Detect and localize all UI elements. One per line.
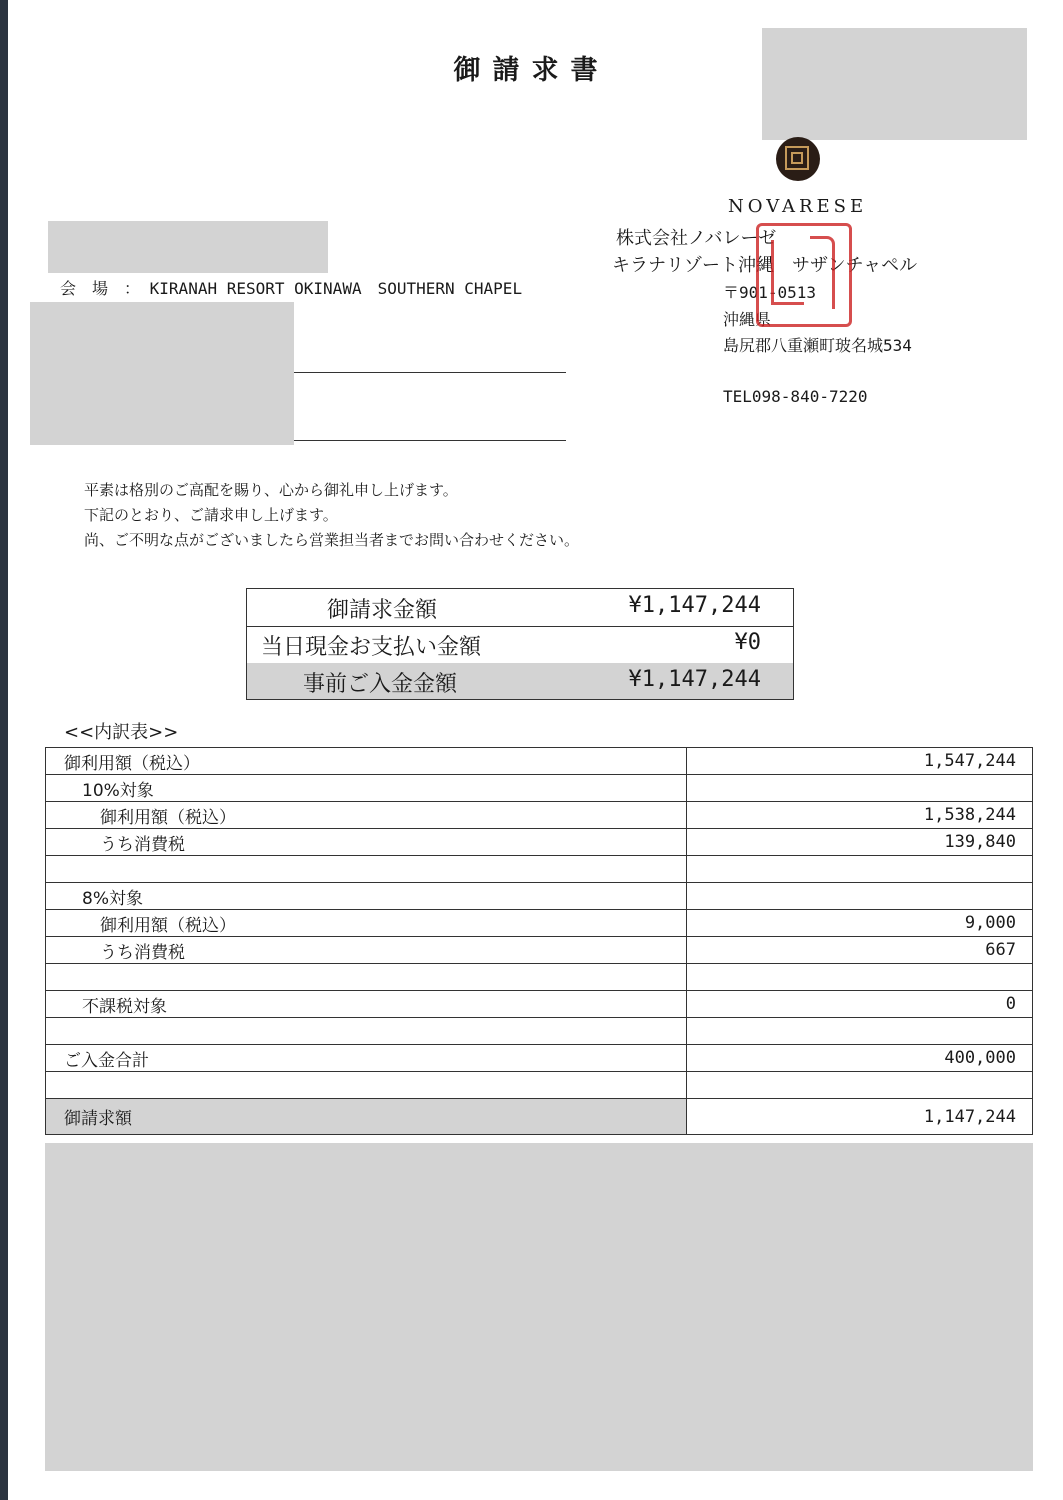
company-name: 株式会社ノバレーゼ — [616, 228, 777, 249]
underline-1 — [294, 372, 566, 373]
summary-box — [246, 588, 794, 700]
row-value: 1,147,244 — [687, 1099, 1033, 1135]
table-row — [46, 802, 1033, 829]
underline-2 — [294, 440, 566, 441]
row-label — [46, 1018, 687, 1045]
row-label: 10%対象 — [46, 775, 687, 802]
table-row — [46, 1072, 1033, 1099]
row-value — [687, 775, 1033, 802]
table-row — [46, 910, 1033, 937]
row-value — [687, 883, 1033, 910]
table-row — [46, 748, 1033, 775]
breakdown-title: <<内訳表>> — [64, 722, 179, 743]
row-value: 0 — [687, 991, 1033, 1018]
table-row — [46, 1018, 1033, 1045]
table-row — [46, 883, 1033, 910]
prefecture: 沖縄県 — [723, 310, 772, 329]
table-row — [46, 937, 1033, 964]
postal-code: 〒901-0513 — [723, 283, 817, 302]
company-seal-stamp — [756, 223, 852, 327]
row-label — [46, 856, 687, 883]
row-label: うち消費税 — [46, 937, 687, 964]
row-label: うち消費税 — [46, 829, 687, 856]
logo-wordmark: NOVARESE — [728, 196, 868, 217]
row-value: 400,000 — [687, 1045, 1033, 1072]
window-edge — [0, 0, 8, 1500]
document-title: 御請求書 — [453, 55, 610, 86]
table-row — [46, 856, 1033, 883]
row-value: 9,000 — [687, 910, 1033, 937]
row-label: 8%対象 — [46, 883, 687, 910]
breakdown-table — [45, 747, 1033, 1135]
table-row-total — [46, 1099, 1033, 1135]
table-row — [46, 1045, 1033, 1072]
greeting-line-2: 下記のとおり、ご請求申し上げます。 — [84, 506, 338, 524]
novarese-logo-icon — [776, 137, 820, 181]
tel: TEL098-840-7220 — [723, 387, 868, 406]
summary-row-billing — [247, 589, 793, 627]
row-value: 1,547,244 — [687, 748, 1033, 775]
summary-label: 事前ご入金金額 — [303, 672, 458, 697]
row-label: 御利用額（税込） — [46, 910, 687, 937]
venue-name: キラナリゾート沖縄 サザンチャペル — [612, 255, 918, 276]
row-label — [46, 1072, 687, 1099]
row-label — [46, 964, 687, 991]
summary-value: ¥1,147,244 — [628, 667, 761, 692]
summary-label: 御請求金額 — [327, 598, 438, 623]
redacted-block-recipient — [48, 221, 328, 273]
row-value — [687, 1018, 1033, 1045]
table-row — [46, 829, 1033, 856]
row-value: 1,538,244 — [687, 802, 1033, 829]
venue-label: 会 場 ： — [60, 279, 141, 298]
venue-value: KIRANAH RESORT OKINAWA SOUTHERN CHAPEL — [149, 279, 523, 298]
row-value — [687, 856, 1033, 883]
summary-row-cash — [247, 626, 793, 664]
greeting-line-3: 尚、ご不明な点がございましたら営業担当者までお問い合わせください。 — [84, 531, 580, 549]
table-row — [46, 991, 1033, 1018]
row-label: 御利用額（税込） — [46, 802, 687, 829]
redacted-block-customer — [30, 302, 294, 445]
row-value: 667 — [687, 937, 1033, 964]
row-label: ご入金合計 — [46, 1045, 687, 1072]
summary-value: ¥0 — [734, 630, 761, 655]
row-value: 139,840 — [687, 829, 1033, 856]
redacted-block-bottom — [45, 1143, 1033, 1471]
table-row — [46, 964, 1033, 991]
summary-row-prepaid — [247, 663, 793, 699]
redacted-block-top-right — [762, 28, 1027, 140]
row-value — [687, 1072, 1033, 1099]
row-label: 不課税対象 — [46, 991, 687, 1018]
row-label: 御利用額（税込） — [46, 748, 687, 775]
venue-line — [60, 276, 522, 299]
address: 島尻郡八重瀬町玻名城534 — [723, 336, 912, 355]
summary-label: 当日現金お支払い金額 — [261, 635, 482, 660]
row-label: 御請求額 — [46, 1099, 687, 1135]
table-row — [46, 775, 1033, 802]
row-value — [687, 964, 1033, 991]
greeting-line-1: 平素は格別のご高配を賜り、心から御礼申し上げます。 — [84, 481, 458, 499]
summary-value: ¥1,147,244 — [628, 593, 761, 618]
